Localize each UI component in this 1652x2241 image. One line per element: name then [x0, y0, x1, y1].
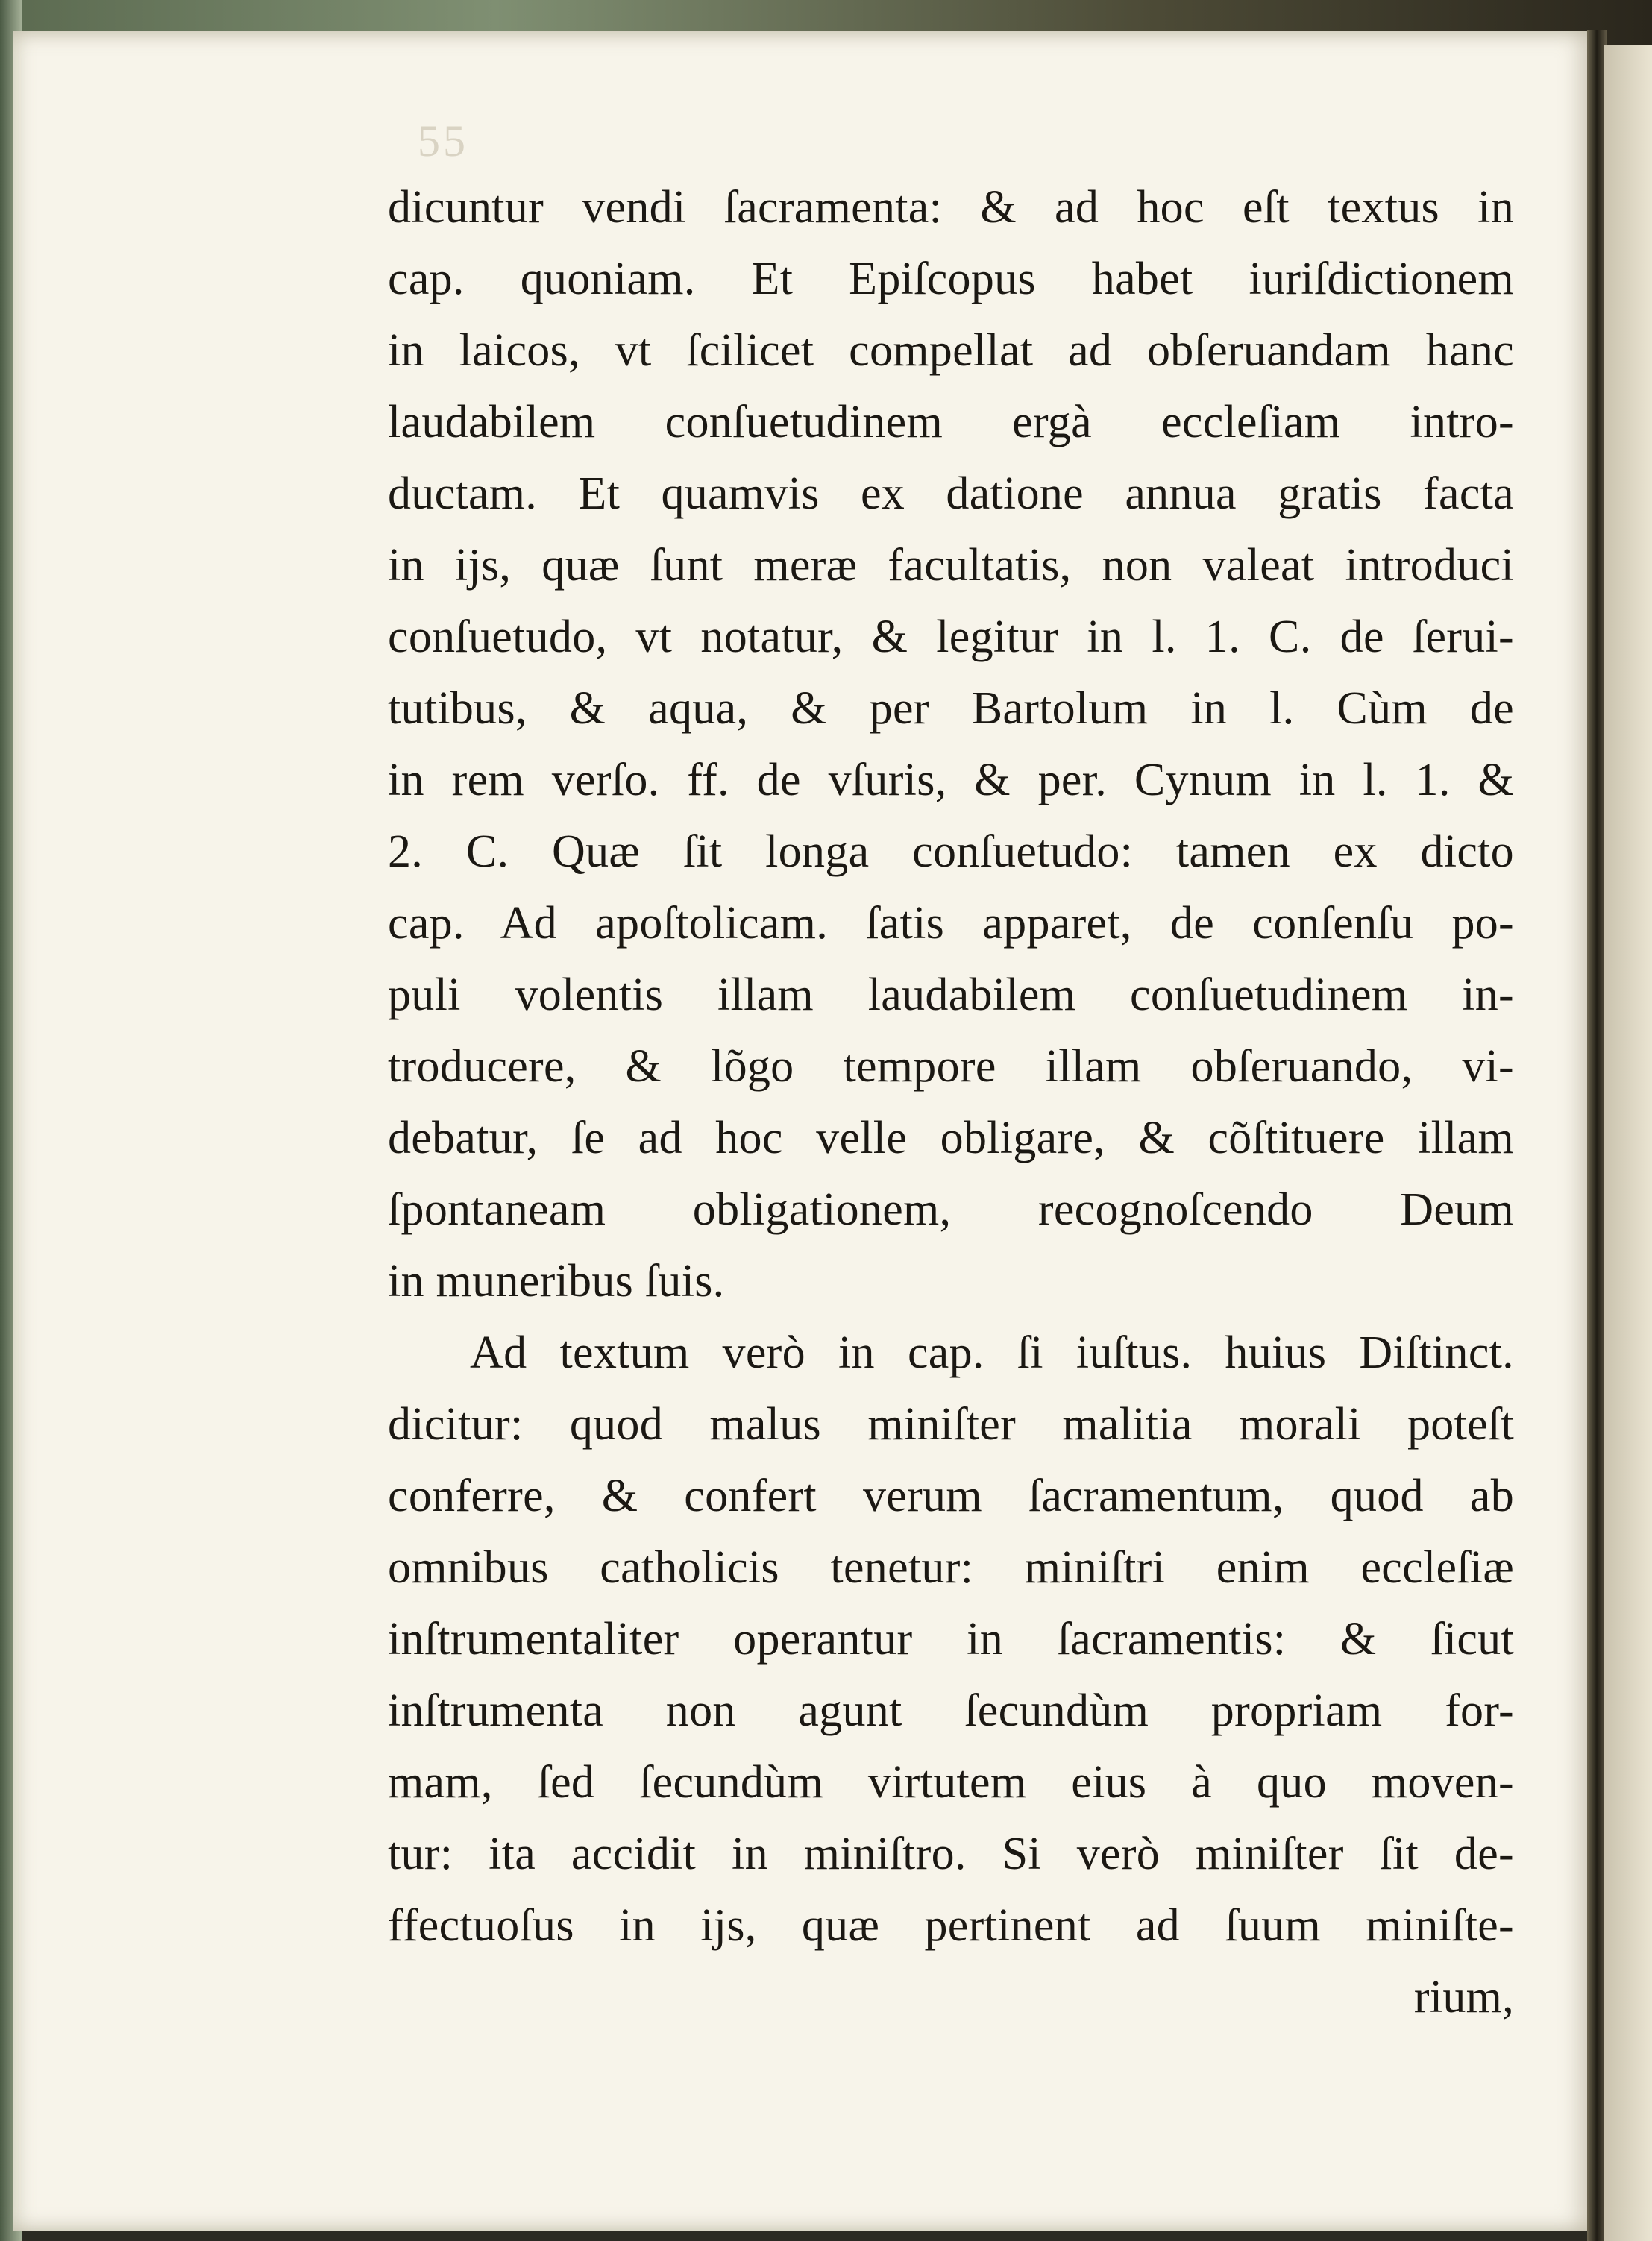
catchword: rium, [1413, 1972, 1514, 2022]
text-line: troducere, & lõgo tempore illam obſeruando, vi- [388, 1041, 1514, 1092]
text-line: inſtrumentaliter operantur in ſacramentis: & ſicut [388, 1614, 1514, 1665]
facing-page-edge [1604, 45, 1652, 2241]
text-line: dicitur: quod malus miniſter malitia morali poteſt [388, 1399, 1514, 1450]
text-line: ffectuoſus in ijs, quæ pertinent ad ſuum miniſte- [388, 1900, 1514, 1951]
text-line: mam, ſed ſecundùm virtutem eius à quo moven- [388, 1757, 1514, 1808]
text-line: in rem verſo. ff. de vſuris, & per. Cynum in l. 1. & [388, 755, 1514, 805]
text-line: inſtrumenta non agunt ſecundùm propriam for- [388, 1685, 1514, 1736]
text-line: conſuetudo, vt notatur, & legitur in l. 1. C. de ſerui- [388, 612, 1514, 662]
text-line: tur: ita accidit in miniſtro. Si verò miniſter ſit de- [388, 1829, 1514, 1879]
text-line: in ijs, quæ ſunt meræ facultatis, non valeat introduci [388, 540, 1514, 591]
text-line: puli volentis illam laudabilem conſuetudinem in- [388, 969, 1514, 1020]
text-line: cap. quoniam. Et Epiſcopus habet iuriſdictionem [388, 254, 1514, 304]
text-line: ductam. Et quamvis ex datione annua gratis facta [388, 468, 1514, 519]
text-line: cap. Ad apoſtolicam. ſatis apparet, de conſenſu po- [388, 898, 1514, 949]
text-line: laudabilem conſuetudinem ergà eccleſiam intro- [388, 397, 1514, 447]
paragraph-start-line: Ad textum verò in cap. ſi iuſtus. huius Diſtinct. [470, 1327, 1514, 1378]
text-line: in muneribus ſuis. [388, 1256, 725, 1307]
text-line: dicuntur vendi ſacramenta: & ad hoc eſt textus in [388, 182, 1514, 233]
text-line: 2. C. Quæ ſit longa conſuetudo: tamen ex dicto [388, 826, 1514, 877]
text-line: in laicos, vt ſcilicet compellat ad obſeruandam hanc [388, 325, 1514, 376]
text-line: debatur, ſe ad hoc velle obligare, & cõſtituere illam [388, 1113, 1514, 1163]
page-number: 55 [418, 116, 468, 166]
text-line: conferre, & confert verum ſacramentum, quod ab [388, 1471, 1514, 1521]
text-line: ſpontaneam obligationem, recognoſcendo Deum [388, 1184, 1514, 1235]
page-text [388, 172, 1514, 2033]
text-line: tutibus, & aqua, & per Bartolum in l. Cùm de [388, 683, 1514, 734]
text-line: omnibus catholicis tenetur: miniſtri enim eccleſiæ [388, 1542, 1514, 1593]
